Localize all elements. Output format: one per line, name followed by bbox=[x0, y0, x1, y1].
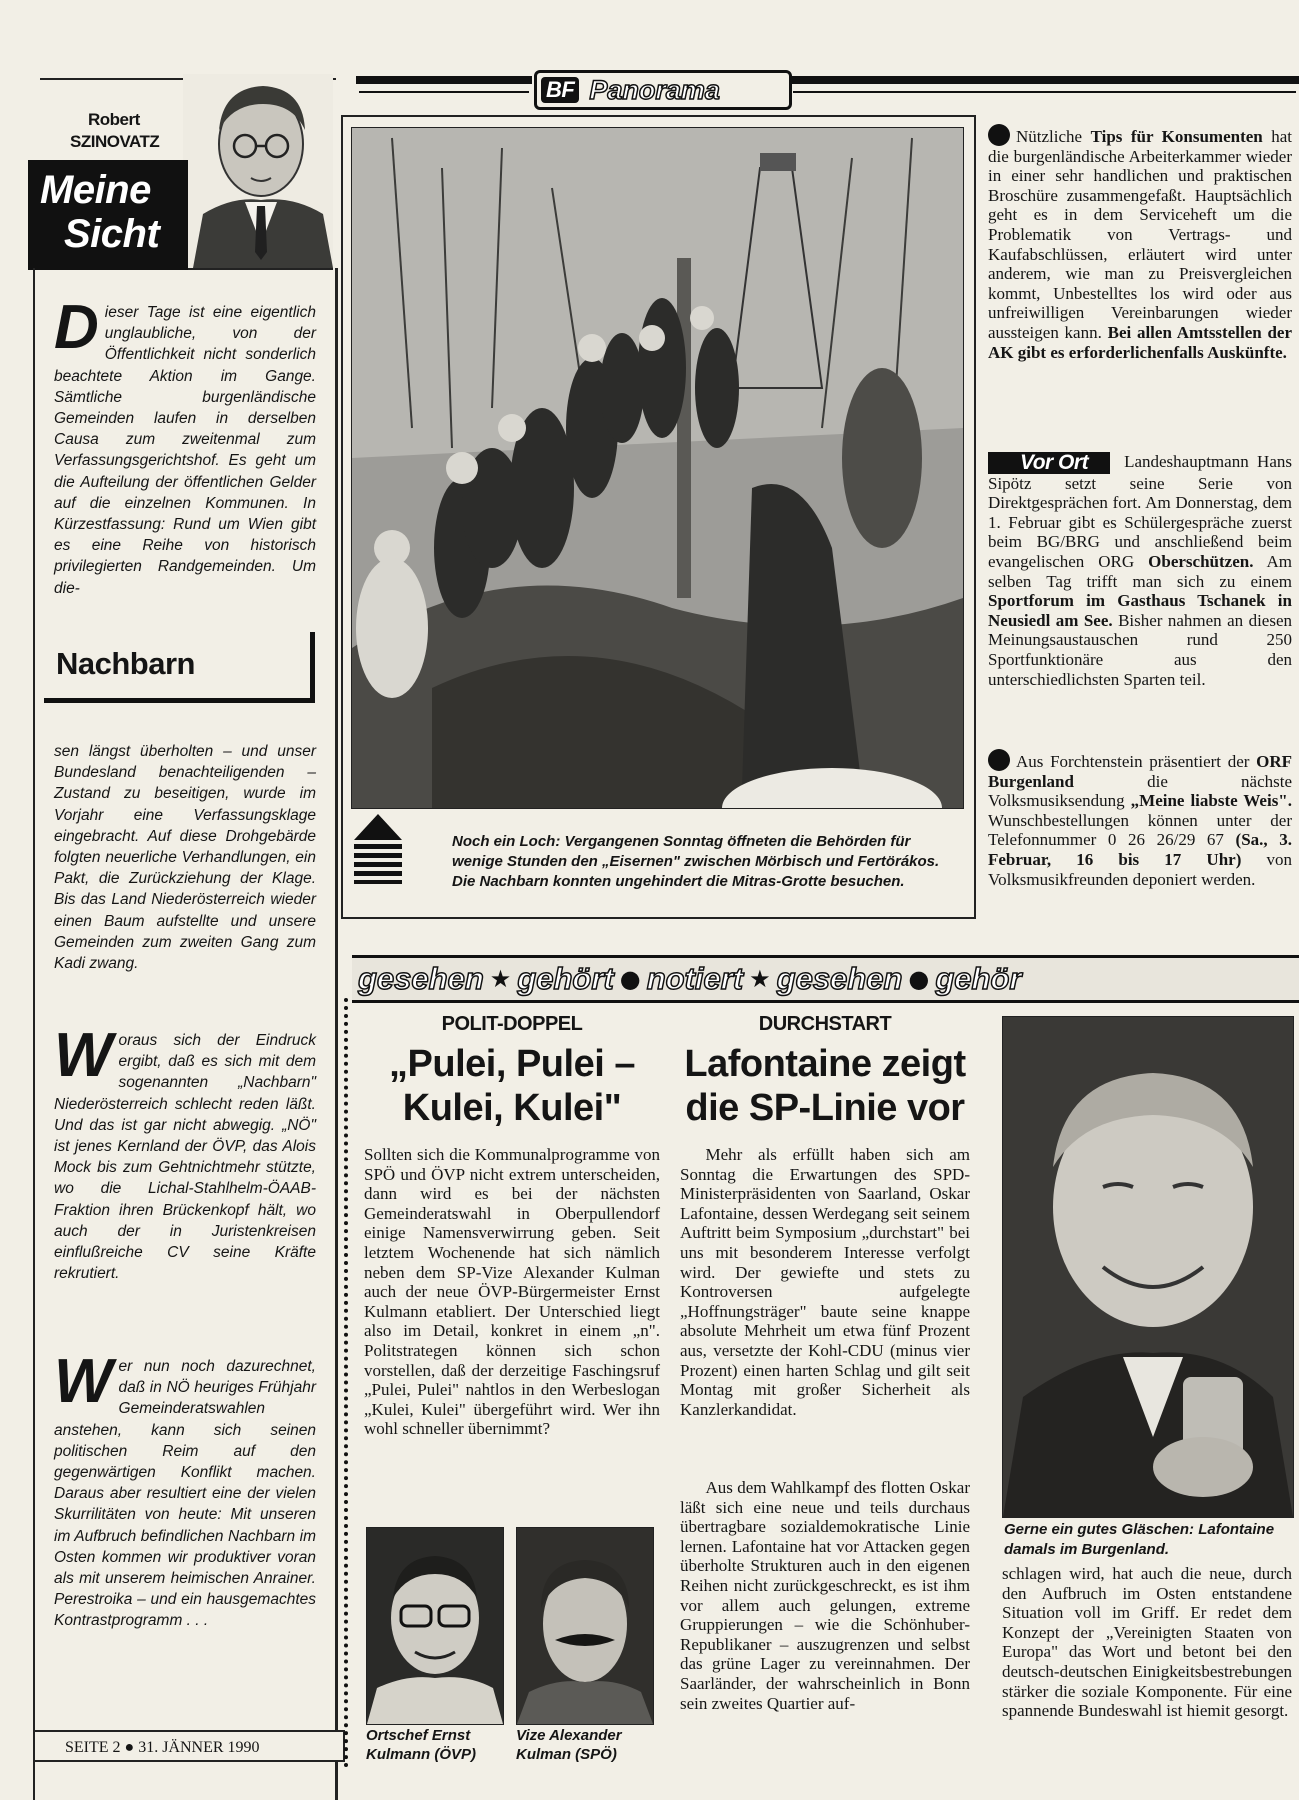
diamond-border bbox=[344, 998, 348, 1768]
news-item3-text-c: Wunschbestellungen können unter der Telefonnummer 0 26 26/29 67 bbox=[988, 810, 1292, 850]
news-item3-text-a: Aus Forchtenstein präsentiert der bbox=[1016, 752, 1250, 771]
star-icon: ★ bbox=[489, 965, 512, 993]
news-item-vor-ort bbox=[988, 452, 1292, 689]
photo-kulmann bbox=[366, 1527, 504, 1725]
news-item-orf bbox=[988, 749, 1292, 889]
news-item1-bold: Tips für Konsumenten bbox=[1090, 127, 1263, 146]
kulmann-caption: Ortschef Ernst Kulmann (ÖVP) bbox=[366, 1727, 477, 1763]
news-item2-bold-a: Oberschützen. bbox=[1148, 551, 1254, 571]
main-photo-caption: Noch ein Loch: Vergangenen Sonntag öffneten die Behörden für wenige Stunden den „Eisernen" zwischen Mörbisch und Fertörákos. Die Nachbarn konnten ungehindert die Mitras-Grotte besuchen. bbox=[452, 833, 940, 890]
footer-page: SEITE 2 bbox=[65, 1739, 121, 1756]
news-item3-bold-b: „Meine liabste Weis". bbox=[1130, 791, 1292, 811]
news-item3-text-b: die nächste Volksmusiksendung bbox=[988, 771, 1293, 811]
news-item2-text-a: Landeshauptmann Hans Sipötz setzt seine Serie von Direktgesprächen fort. Am Donnerstag, dem 1. Februar gibt es Schülergespräche zuerst beim BG/BRG und anschließend beim evangelischen ORG bbox=[988, 452, 1292, 571]
news-item-consumer-tips bbox=[988, 124, 1292, 362]
strip-word-2: gehört bbox=[517, 961, 614, 996]
header-rule-right bbox=[790, 76, 1299, 84]
section-heading-box bbox=[44, 632, 315, 703]
column-para-1-text: ieser Tage ist eine eigentlich unglaubliche, von der Öffentlichkeit nicht sonderlich beachtete Aktion im Gange. Sämtliche burgenländische Gemeinden laufen in derselben Causa zum zweitenmal zum Verfassungsgerichtshof. Es geht um die Aufteilung der öffentlichen Gelder auf die einzelnen Kommunen. In Kürzestfassung: Rund um Wien gibt es eine Reihe von historisch privilegierten Randgemeinden. Um die- bbox=[54, 304, 316, 597]
column-title-line2: Sicht bbox=[64, 212, 160, 256]
portrait-kulman-illustration bbox=[517, 1528, 653, 1724]
news-item1-lead: Nützliche bbox=[1016, 127, 1083, 146]
news-item3-bold-c: (Sa., 3. Februar, 16 bis 17 Uhr) bbox=[988, 830, 1292, 869]
section-heading: Nachbarn bbox=[56, 646, 195, 681]
arrow-up-striped-icon bbox=[350, 810, 406, 884]
dropcap-d: D bbox=[54, 293, 99, 362]
article2-headline: Lafontaine zeigt die SP-Linie vor bbox=[684, 1043, 966, 1129]
lafontaine-caption: Gerne ein gutes Gläschen: Lafontaine damals im Burgenland. bbox=[1004, 1521, 1275, 1558]
news-item1-bold-end: Bei allen Amtsstellen der AK gibt es erforderlichenfalls Auskünfte. bbox=[988, 322, 1292, 362]
dropcap-w: W bbox=[54, 1021, 113, 1090]
portrait-lafontaine-illustration bbox=[1003, 1017, 1293, 1517]
dot-icon-2: ● bbox=[908, 965, 930, 993]
main-photo-illustration bbox=[352, 128, 963, 808]
news-item2-text-c: Bisher nahmen an diesen Meinungsaustauschen rund 250 Sportfunktionäre aus den unterschiedlichsten Sparten teil. bbox=[988, 610, 1292, 689]
column-title-box bbox=[28, 160, 188, 270]
column-title-line1: Meine bbox=[40, 168, 151, 212]
news-item3-text-d: von Volksmusikfreunden deponiert werden. bbox=[988, 849, 1293, 889]
columnist-portrait bbox=[183, 74, 333, 270]
portrait-kulmann-illustration bbox=[367, 1528, 503, 1724]
footer-bullet-icon: ● bbox=[124, 1739, 135, 1756]
bullet-icon bbox=[988, 124, 1010, 146]
article2-body-3: schlagen wird, hat auch die neue, durch den Aufbruch im Osten entstandene Situation voll im Griff. Er redet dem Konzept der „Vereinigten Staaten von Europa" das Wort und betont bei den deutsch-deutschen Einigkeitsbestrebungen stärker die soziale Komponente. Für eine spannende Bundeswahl ist hiemit gesorgt. bbox=[1002, 1564, 1292, 1721]
article1-headline: „Pulei, Pulei – Kulei, Kulei" bbox=[389, 1043, 635, 1129]
photo-kulman bbox=[516, 1527, 654, 1725]
main-photo-border-crossing bbox=[351, 127, 964, 809]
bullet-icon-2 bbox=[988, 749, 1010, 771]
strip-word-1: gesehen bbox=[358, 961, 484, 996]
section-header-logo bbox=[534, 70, 792, 110]
vor-ort-label: Vor Ort bbox=[988, 452, 1110, 474]
strip-word-3: notiert bbox=[646, 961, 744, 996]
dot-icon: ● bbox=[619, 965, 641, 993]
article2-body-2: Aus dem Wahlkampf des flotten Oskar läßt sich eine neue und teils durchaus übertragbare sozialdemokratische Linie lernen. Lafontaine hat vor Attacken gegen überholte Strukturen auch in den eigenen Reihen nicht zurückgeschreckt, es ist ihm vor allem auch gelungen, extreme Gruppierungen – wie die Schönhuber-Republikaner – auszugrenzen und selbst das grüne Lager zu vereinnahmen. Der Saarländer, der wahrscheinlich in Bonn sein zweites Quartier auf- bbox=[680, 1478, 970, 1713]
portrait-illustration bbox=[183, 74, 333, 268]
article2-body-1: Mehr als erfüllt haben sich am Sonntag die Erwartungen des SPD-Ministerpräsidenten von Saarland, Oskar Lafontaine, dessen Werdegang seit seinem Auftritt beim Symposium „durchstart" bei uns mit besonderem Interesse verfolgt wird. Der gewiefte und stets zu Kontroversen aufgelegte „Hoffnungsträger" baute seine knappe absolute Mehrheit um etwa fünf Prozent aus, versetzte der Kohl-CDU (minus vier Prozent) einen harten Schlag und gilt seit Montag mit großer Sicherheit als Kanzlerkandidat. bbox=[680, 1145, 970, 1419]
strip-word-5: gehör bbox=[935, 961, 1022, 996]
news-item2-text-b: Am selben Tag trifft man sich zu einem bbox=[988, 551, 1292, 591]
photo-lafontaine bbox=[1002, 1016, 1294, 1518]
page-footer bbox=[33, 1730, 345, 1762]
section-badge: BF bbox=[541, 77, 579, 103]
article1-kicker: POLIT-DOPPEL bbox=[441, 1013, 583, 1035]
column-para-1 bbox=[54, 293, 316, 599]
column-para-4-text: er nun noch dazurechnet, daß in NÖ heuriges Frühjahr Gemeinderatswahlen anstehen, kann sich seinen politischen Reim auf den gegenwärtigen Konflikt machen. Daraus aber resultiert eine der vielen Skurrilitäten von heute: Mit unseren im Aufbruch befindlichen Nachbarn im Osten kommen wir produktiver voran als mit unserem heimischen Anrainer. Perestroika – und ein hausgemachtes Kontrastprogramm . . . bbox=[54, 1358, 316, 1630]
column-para-2: sen längst überholten – und unser Bundesland benachteiligenden – Zustand zu beseitigen, wurde im Vorjahr eine Verfassungsklage eingebracht. Auf diese Drohgebärde folgten neuerliche Verhandlungen, ein Pakt, die Zurückziehung der Klage. Bis das Land Niederösterreich wieder einen Baum aufstellte und unsere Gemeinden zum zweiten Gang zum Kadi zwang. bbox=[54, 743, 316, 973]
column-para-3 bbox=[54, 1021, 316, 1284]
section-name: Panorama bbox=[589, 74, 720, 105]
caption-arrow-icon bbox=[350, 810, 406, 884]
column-para-3-text: oraus sich der Eindruck ergibt, daß es sich mit dem sogenannten „Nachbarn" Niederösterreich schlecht reden läßt. Und das ist gar nicht abwegig. „NÖ" ist jenes Kernland der ÖVP, das Alois Mock bis zum Gehtnichtmehr stützte, wo die Lichal-Stahlhelm-ÖAAB-Fraktion ihren Brückenkopf hält, wo auch der in Juristenkreisen einflußreiche CV seine Kräfte rekrutiert. bbox=[54, 1032, 316, 1283]
article1-body: Sollten sich die Kommunalprogramme von SPÖ und ÖVP nicht extrem unterscheiden, dann wird es bei der nächsten Gemeinderatswahl in Oberpullendorf einige Namensverwirrung geben. Seit letztem Wochenende hat sich nämlich neben dem SP-Vize Alexander Kulman auch der neue ÖVP-Bürgermeister Ernst Kulmann etabliert. Der Unterschied liegt also im Detail, konkret in einem „n". Politstrategen können sich schon vorstellen, daß der derzeitige Faschingsruf „Pulei, Pulei" nahtlos in den Werbeslogan „Kulei, Kulei" übergeführt wird. Wer ihn wohl schneller übernimmt? bbox=[364, 1145, 660, 1439]
kulman-caption: Vize Alexander Kulman (SPÖ) bbox=[516, 1727, 622, 1763]
strip-word-4: gesehen bbox=[776, 961, 903, 996]
columnist-last-name: SZINOVATZ bbox=[70, 132, 160, 151]
news-item1-text: hat die burgenländische Arbeiterkammer wieder in einer sehr handlichen und praktischen Broschüre zusammengefaßt. Hauptsächlich geht es in dem Serviceheft um die Problematik von Vertrags- und Kaufabschlüssen, erläutert wird unter anderem, wie man zu Preisvergleichen kommt, Unbestelltes los wird oder aus unfreiwilligen Vereinbarungen wieder aussteigen kann. bbox=[988, 127, 1292, 342]
article2-kicker: DURCHSTART bbox=[758, 1013, 892, 1035]
header-rule-left bbox=[356, 76, 532, 84]
news-item2-bold-b: Sportforum im Gasthaus Tschanek in Neusiedl am See. bbox=[988, 591, 1292, 630]
columnist-first-name: Robert bbox=[88, 110, 140, 129]
star-icon-2: ★ bbox=[749, 965, 771, 993]
dropcap-w2: W bbox=[54, 1347, 113, 1416]
news-item3-bold-a: ORF Burgenland bbox=[988, 752, 1292, 791]
gesehen-strip bbox=[352, 955, 1299, 1003]
column-para-4 bbox=[54, 1347, 316, 1632]
footer-date: 31. JÄNNER 1990 bbox=[138, 1739, 260, 1756]
